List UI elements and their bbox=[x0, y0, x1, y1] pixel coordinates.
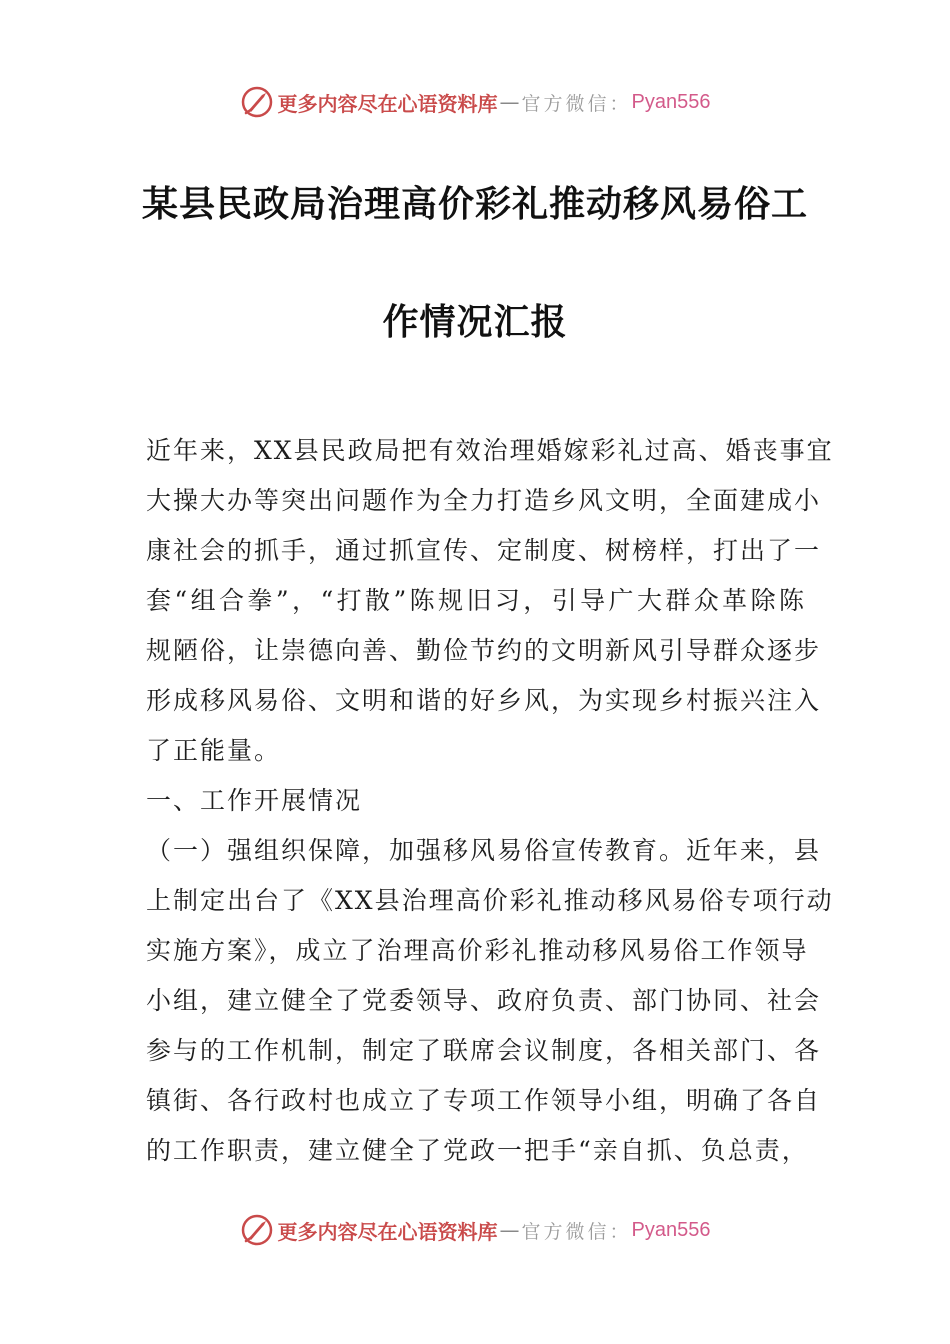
watermark-wechat-label: 官方微信： bbox=[521, 92, 632, 115]
watermark-wechat-id: Pyan556 bbox=[631, 90, 711, 113]
body-line: 大操大办等突出问题作为全力打造乡风文明，全面建成小 bbox=[146, 486, 822, 515]
document-body bbox=[146, 426, 834, 1176]
watermark-wechat-label: 官方微信： bbox=[521, 1220, 632, 1243]
section-heading: 一、工作开展情况 bbox=[146, 786, 363, 815]
watermark-site-text: 更多内容尽在心语资料库 bbox=[277, 1219, 498, 1244]
watermark-wechat-id: Pyan556 bbox=[631, 1218, 711, 1241]
body-line: 规陋俗，让崇德向善、勤俭节约的文明新风引导群众逐步 bbox=[146, 636, 822, 665]
header-watermark bbox=[0, 80, 950, 124]
body-line: 参与的工作机制，制定了联席会议制度，各相关部门、各 bbox=[146, 1036, 822, 1065]
document-title-line-1: 某县民政局治理高价彩礼推动移风易俗工 bbox=[141, 184, 808, 225]
body-line: 康社会的抓手，通过抓宣传、定制度、树榜样，打出了一 bbox=[146, 536, 822, 565]
watermark-dash: — bbox=[499, 1218, 520, 1242]
quill-pen-logo-icon bbox=[240, 1213, 274, 1247]
body-line: 的工作职责，建立健全了党政一把手“亲自抓、负总责， bbox=[146, 1136, 809, 1165]
body-line: 套“组合拳”，“打散”陈规旧习，引导广大群众革除陈 bbox=[146, 586, 806, 615]
body-line: 上制定出台了《XX县治理高价彩礼推动移风易俗专项行动 bbox=[146, 886, 834, 915]
body-line: 形成移风易俗、文明和谐的好乡风，为实现乡村振兴注入 bbox=[146, 686, 822, 715]
watermark-site-text: 更多内容尽在心语资料库 bbox=[277, 91, 498, 116]
footer-watermark bbox=[0, 1208, 950, 1252]
body-line: 镇街、各行政村也成立了专项工作领导小组，明确了各自 bbox=[146, 1086, 822, 1115]
watermark-dash: — bbox=[499, 90, 520, 114]
quill-pen-logo-icon bbox=[240, 85, 274, 119]
body-line: 近年来，XX县民政局把有效治理婚嫁彩礼过高、婚丧事宜 bbox=[146, 436, 834, 465]
body-line: 小组，建立健全了党委领导、政府负责、部门协同、社会 bbox=[146, 986, 822, 1015]
body-line: （一）强组织保障，加强移风易俗宣传教育。近年来，县 bbox=[146, 836, 822, 865]
document-title-line-2: 作情况汇报 bbox=[382, 302, 568, 343]
body-line: 实施方案》，成立了治理高价彩礼推动移风易俗工作领导 bbox=[146, 936, 809, 965]
body-line: 了正能量。 bbox=[146, 736, 282, 765]
